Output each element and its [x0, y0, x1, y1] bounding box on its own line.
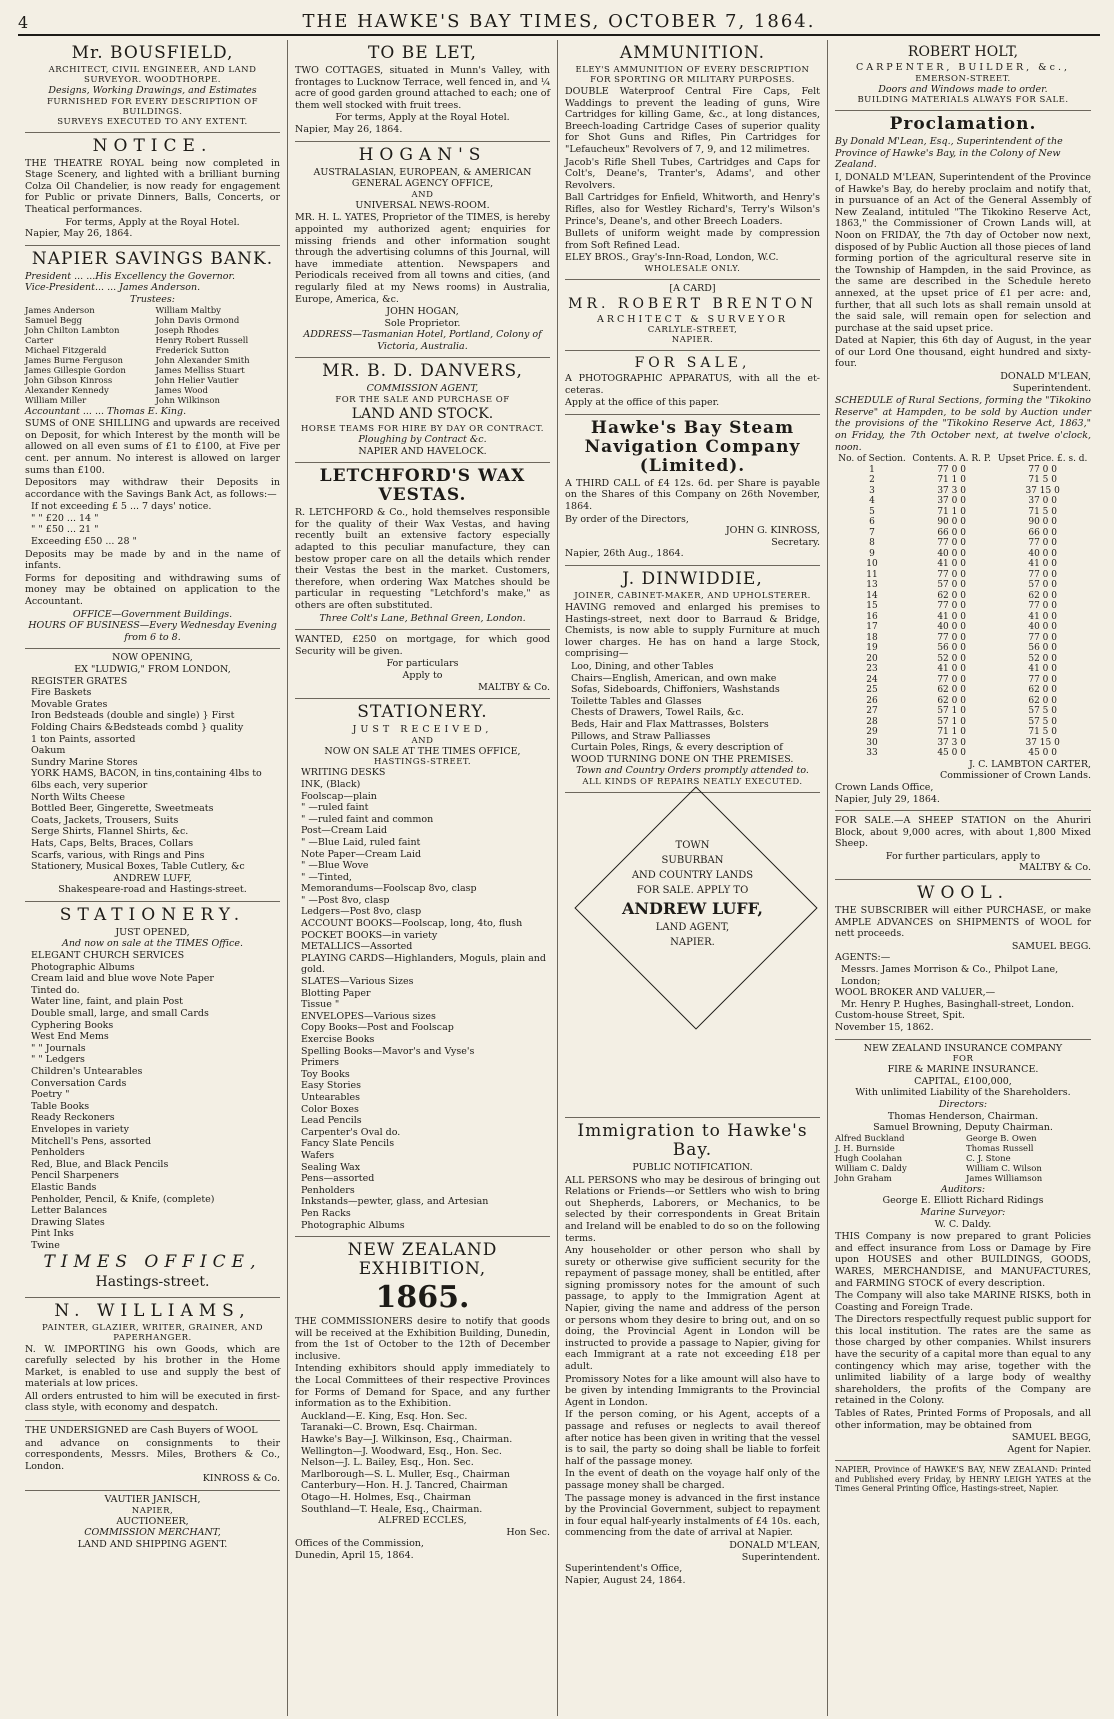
schedule-cell: 62 0 0 — [937, 695, 966, 706]
schedule-cell: 40 0 0 — [1028, 622, 1057, 633]
ad-ludwig: NOW OPENING, EX "LUDWIG," FROM LONDON, REGISTER GRATES Fire Baskets Movable Grates Iron Bedsteads (double and single) } First Folding Chairs &Bedsteads combd } quality 1 ton Paints, assorted Oakum Sundry Marine Stores YORK HAMS, BACON, in tins,containing 4lbs to 6lbs each, very superior North Wilts Cheese Bottled Beer, Gingerette, Sweetmeats Coats, Jackets, Trousers, Suits Serge Shirts, Flannel Shirts, &c. Hats, Caps, Belts, Braces, Collars Scarfs, various, with Rings and Pins Stationery, Musical Boxes, Table Cutlery, &c ANDREW LUFF, Shakespeare-road and Hastings-street. — [25, 649, 280, 901]
schedule-cell: 77 0 0 — [1028, 674, 1057, 685]
schedule-cell: 33 — [866, 748, 878, 759]
schedule-cell: 57 1 0 — [937, 706, 966, 717]
schedule-cell: 7 — [869, 527, 875, 538]
ad-brenton: [A CARD] MR. ROBERT BRENTON ARCHITECT & SURVEYOR CARLYLE-STREET, NAPIER. — [565, 280, 820, 351]
schedule-cell: 90 0 0 — [937, 517, 966, 528]
schedule-cell: 37 3 0 — [937, 485, 966, 496]
schedule-cell: 20 — [866, 653, 878, 664]
schedule-cell: 57 1 0 — [937, 716, 966, 727]
schedule-cell: 10 — [866, 559, 878, 570]
ad-wanted: WANTED, £250 on mortgage, for which good Security will be given. For particulars Apply to MALTBY & Co. — [295, 630, 550, 699]
schedule-cell: 62 0 0 — [1028, 695, 1057, 706]
schedule-cell: 57 0 0 — [937, 580, 966, 591]
ad-exhibition: NEW ZEALAND EXHIBITION, 1865. THE COMMISSIONERS desire to notify that goods will be received at the Exhibition Building, Dunedin, from the 1st of October to the 12th of December inclusive. Intending exhibitors should apply immediately to the Local Committees of their respective Provinces for Forms of Demand for Space, and any further information as to the Exhibition. Auckland—E. King, Esq. Hon. Sec. Taranaki—C. Brown, Esq. Chairman. Hawke's Bay—J. Wilkinson, Esq., Chairman. Wellington—J. Woodward, Esq., Hon. Sec. Nelson—J. L. Bailey, Esq., Hon. Sec. Marlborough—S. L. Muller, Esq., Chairman Canterbury—Hon. H. J. Tancred, Chairman Otago—H. Holmes, Esq., Chairman Southland—T. Heale, Esq., Chairman. ALFRED ECCLES, Hon Sec. Offices of the Commission, Dunedin, April 15, 1864. — [295, 1240, 550, 1561]
schedule-row — [835, 486, 1091, 497]
column-4 — [828, 40, 1098, 1716]
schedule-row — [835, 633, 1091, 644]
schedule-cell: 41 0 0 — [1028, 559, 1057, 570]
schedule-cell: 52 0 0 — [937, 653, 966, 664]
ad-stationery-received: STATIONERY. JUST RECEIVED, AND NOW ON SALE AT THE TIMES OFFICE, HASTINGS-STREET. WRITING DESKS INK, (Black) Foolscap—plain " —ruled faint " —ruled faint and common Post—Cream Laid " —Blue Laid, ruled faint Note Paper—Cream Laid " —Blue Wove " —Tinted, Memorandums—Foolscap 8vo, clasp " —Post 8vo, clasp Ledgers—Post 8vo, clasp ACCOUNT BOOKS—Foolscap, long, 4to, flush POCKET BOOKS—in variety METALLICS—Assorted PLAYING CARDS—Highlanders, Moguls, plain and gold. SLATES—Various Sizes Blotting Paper Tissue " ENVELOPES—Various sizes Copy Books—Post and Foolscap Exercise Books Spelling Books—Mavor's and Vyse's Primers Toy Books Easy Stories Untearables Color Boxes Lead Pencils Carpenter's Oval do. Fancy Slate Pencils Wafers Sealing Wax Pens—assorted Penholders Inkstands—pewter, glass, and Artesian Pen Racks Photographic Albums — [295, 699, 550, 1237]
schedule-row — [835, 507, 1091, 518]
ad-notice-theatre: NOTICE. THE THEATRE ROYAL being now completed in Stage Scenery, and lighted with a brilliant burning Colza Oil Chandelier, is now ready for engagement for Public or private Dinners, Balls, Concerts, or Theatical performances. For terms, Apply at the Royal Hotel. Napier, May 26, 1864. — [25, 133, 280, 246]
column-2 — [288, 40, 558, 1716]
ad-holt: ROBERT HOLT, CARPENTER, BUILDER, &c., EMERSON-STREET. Doors and Windows made to order. BUILDING MATERIALS ALWAYS FOR SALE. — [835, 40, 1091, 111]
schedule-row — [835, 622, 1091, 633]
schedule-row — [835, 706, 1091, 717]
schedule-cell: 37 15 0 — [1025, 485, 1060, 496]
column-1 — [18, 40, 288, 1716]
schedule-cell: 41 0 0 — [937, 559, 966, 570]
schedule-cell: 18 — [866, 632, 878, 643]
schedule-cell: 27 — [866, 706, 878, 717]
ad-to-be-let: TO BE LET, TWO COTTAGES, situated in Munn's Valley, with frontages to Lucknow Terrace, well fenced in, and ¼ acre of good garden ground attached to each; one of them well stocked with fruit trees. For terms, Apply at the Royal Hotel. Napier, May 26, 1864. — [295, 40, 550, 142]
page-number: 4 — [18, 13, 29, 32]
schedule-cell: 19 — [866, 643, 878, 654]
ad-danvers: MR. B. D. DANVERS, COMMISSION AGENT, FOR THE SALE AND PURCHASE OF LAND AND STOCK. HORSE TEAMS FOR HIRE BY DAY OR CONTRACT. Ploughing by Contract &c. NAPIER AND HAVELOCK. — [295, 358, 550, 463]
schedule-cell: 77 0 0 — [1028, 632, 1057, 643]
schedule-cell: 9 — [869, 548, 875, 559]
schedule-cell: 30 — [866, 737, 878, 748]
schedule-cell: 56 0 0 — [1028, 643, 1057, 654]
schedule-cell: 71 5 0 — [1028, 727, 1057, 738]
schedule-cell: 13 — [866, 580, 878, 591]
ad-williams: N. WILLIAMS, PAINTER, GLAZIER, WRITER, GRAINER, AND PAPERHANGER. N. W. IMPORTING his own Goods, which are carefully selected by his brother in the Home Market, is enabled to use and supply the best of materials at low prices. All orders entrusted to him will be executed in first-class style, with economy and despatch. — [25, 1298, 280, 1422]
schedule-cell: 71 1 0 — [937, 727, 966, 738]
ad-sheep-station: FOR SALE.—A SHEEP STATION on the Ahuriri Block, about 9,000 acres, with about 1,800 Mixed Sheep. For further particulars, apply to MALTBY & Co. — [835, 811, 1091, 880]
newspaper-title: THE HAWKE'S BAY TIMES, OCTOBER 7, 1864. — [302, 11, 816, 32]
schedule-cell: 45 0 0 — [937, 748, 966, 759]
schedule-cell: 6 — [869, 517, 875, 528]
ad-bousfield: Mr. BOUSFIELD, ARCHITECT, CIVIL ENGINEER, AND LAND SURVEYOR. WOODTHORPE. Designs, Working Drawings, and Estimates FURNISHED FOR EVERY DESCRIPTION OF BUILDINGS. SURVEYS EXECUTED TO ANY EXTENT. — [25, 40, 280, 133]
schedule-cell: 77 0 0 — [937, 464, 966, 475]
schedule-cell: 71 5 0 — [1028, 506, 1057, 517]
schedule-cell: 66 0 0 — [937, 527, 966, 538]
ad-dinwiddie: J. DINWIDDIE, JOINER, CABINET-MAKER, AND UPHOLSTERER. HAVING removed and enlarged his premises to Hastings-street, next door to Barraud & Bridge, Chemists, is now able to supply Furniture at much lower charges. He has on hand a large Stock, comprising— Loo, Dining, and other Tables Chairs—English, American, and own make Sofas, Sideboards, Chiffoniers, Washstands Toilette Tables and Glasses Chests of Drawers, Towel Rails, &c. Beds, Hair and Flax Mattrasses, Bolsters Pillows, and Straw Palliasses Curtain Poles, Rings, & every description of WOOD TURNING DONE ON THE PREMISES. Town and Country Orders promptly attended to. ALL KINDS OF REPAIRS NEATLY EXECUTED. — [565, 566, 820, 793]
schedule-cell: 71 1 0 — [937, 475, 966, 486]
column-3 — [558, 40, 828, 1716]
schedule-cell: 40 0 0 — [1028, 548, 1057, 559]
schedule-cell: 26 — [866, 695, 878, 706]
schedule-cell: 25 — [866, 685, 878, 696]
schedule-cell: 45 0 0 — [1028, 748, 1057, 759]
ad-luff-land-diamond: TOWN SUBURBAN AND COUNTRY LANDS FOR SALE. APPLY TO ANDREW LUFF, LAND AGENT, NAPIER. — [565, 793, 820, 1118]
schedule-table: No. of Section. Contents. A. R. P. Upset Price. £. s. d. 1 77 0 0 77 0 0 2 71 1 0 71 5 0 3 37 3 0 37 15 0 4 37 0 0 37 0 0 5 71 1 0 71 5 0 6 90 0 0 90 0 0 7 66 0 0 66 0 0 8 77 0 0 77 0 0 9 40 0 0 40 0 0 10 41 0 0 41 0 0 11 77 0 0 77 0 0 13 57 0 0 57 0 0 14 62 0 0 62 0 0 15 77 0 0 77 0 0 16 41 0 0 41 0 0 17 40 0 0 40 0 0 18 77 0 0 77 0 0 19 56 0 0 56 0 0 20 52 0 0 52 0 0 23 41 0 0 41 0 0 24 77 0 0 77 0 0 25 62 0 0 62 0 0 26 62 0 0 62 0 0 27 57 1 0 57 5 0 28 57 1 0 57 5 0 29 71 1 0 71 5 0 30 37 3 0 37 15 0 33 45 0 0 45 0 0 — [835, 454, 1091, 759]
schedule-cell: 41 0 0 — [937, 664, 966, 675]
schedule-row — [835, 538, 1091, 549]
schedule-row — [835, 559, 1091, 570]
schedule-row — [835, 675, 1091, 686]
schedule-cell: 29 — [866, 727, 878, 738]
schedule-cell: 62 0 0 — [937, 590, 966, 601]
schedule-row — [835, 570, 1091, 581]
schedule-row — [835, 601, 1091, 612]
schedule-cell: 57 5 0 — [1028, 716, 1057, 727]
ad-wool: WOOL. THE SUBSCRIBER will either PURCHASE, or make AMPLE ADVANCES on SHIPMENTS of WOOL for nett proceeds. SAMUEL BEGG. AGENTS:— Messrs. James Morrison & Co., Philpot Lane, London; WOOL BROKER AND VALUER,— Mr. Henry P. Hughes, Basinghall-street, London. Custom-house Street, Spit. November 15, 1862. — [835, 880, 1091, 1040]
schedule-row — [835, 748, 1091, 759]
schedule-cell: 77 0 0 — [937, 569, 966, 580]
schedule-cell: 37 3 0 — [937, 737, 966, 748]
schedule-cell: 66 0 0 — [1028, 527, 1057, 538]
schedule-row — [835, 475, 1091, 486]
ad-ammunition: AMMUNITION. ELEY'S AMMUNITION OF EVERY DESCRIPTION FOR SPORTING OR MILITARY PURPOSES. DOUBLE Waterproof Central Fire Caps, Felt Waddings to prevent the leading of guns, Wire Cartridges for killing Game, &c., at long distances, Breech-loading Cartridge Cases of superior quality for Shot Guns and Rifles, Pin Cartridges for "Lefaucheux" Revolvers of 7, 9, and 12 milimetres. Jacob's Rifle Shell Tubes, Cartridges and Caps for Colt's, Deane's, Tranter's, Adams', and other Revolvers. Ball Cartridges for Enfield, Whitworth, and Henry's Rifles, also for Westley Richard's, Terry's Wilson's Prince's, Deane's, and other Breech Loaders. Bullets of uniform weight made by compression from Soft Refined Lead. ELEY BROS., Gray's-Inn-Road, London, W.C. WHOLESALE ONLY. — [565, 40, 820, 280]
schedule-cell: 57 5 0 — [1028, 706, 1057, 717]
schedule-row — [835, 612, 1091, 623]
schedule-cell: 3 — [869, 485, 875, 496]
ad-immigration: Immigration to Hawke's Bay. PUBLIC NOTIFICATION. ALL PERSONS who may be desirous of bringing out Relations or Friends—or Settlers who wish to bring out Shepherds, Laborers, or Mechanics, to be selected by their correspondents in Great Britain and Ireland will be enabled to do so on the following terms. Any householder or other person who shall by surety or otherwise give sufficient security for the repayment of passage money, shall be entitled, after signing promissory notes for the amount of such passage, to apply to the Immigration Agent at Napier, giving the name and address of the person or persons whom they desire to bring out, and on so doing, the Provincial Agent in London will be instructed to provide a passage to Napier, giving for each Immigrant at a rate not exceeding £18 per adult. Promissory Notes for a like amount will also have to be given by intending Immigrants to the Provincial Agent in London. If the person coming, or his Agent, accepts of a passage and refuses or neglects to avail thereof after notice has been given in writing that the vessel is to sail, the party so doing shall be liable to forfeit half of the passage money. In the event of death on the voyage half only of the passage money shall be charged. The passage money is advanced in the first instance by the Provincial Government, subject to repayment in four equal half-yearly instalments of £4 10s. each, commencing from the date of arrival at Napier. DONALD M'LEAN, Superintendent. Superintendent's Office, Napier, August 24, 1864. — [565, 1120, 820, 1586]
schedule-cell: 11 — [866, 569, 878, 580]
schedule-cell: 77 0 0 — [937, 538, 966, 549]
schedule-row — [835, 664, 1091, 675]
schedule-cell: 5 — [869, 506, 875, 517]
ad-photographic-sale: FOR SALE, A PHOTOGRAPHIC APPARATUS, with all the et-ceteras. Apply at the office of this paper. — [565, 351, 820, 415]
schedule-cell: 77 0 0 — [937, 632, 966, 643]
schedule-cell: 77 0 0 — [1028, 464, 1057, 475]
schedule-cell: 62 0 0 — [1028, 590, 1057, 601]
schedule-row — [835, 580, 1091, 591]
ad-wool-buyers: THE UNDERSIGNED are Cash Buyers of WOOL and advance on consignments to their correspondents, Messrs. Miles, Brothers & Co., London. KINROSS & Co. — [25, 1421, 280, 1491]
schedule-cell: 41 0 0 — [1028, 664, 1057, 675]
schedule-cell: 23 — [866, 664, 878, 675]
schedule-cell: 24 — [866, 674, 878, 685]
masthead — [18, 6, 1100, 36]
schedule-row — [835, 528, 1091, 539]
schedule-row — [835, 654, 1091, 665]
ad-proclamation: Proclamation. By Donald M'Lean, Esq., Superintendent of the Province of Hawke's Bay, in the Colony of New Zealand. I, DONALD M'LEAN, Superintendent of the Province of Hawke's Bay, do hereby proclaim and notify that, in pursuance of an Act of the General Assembly of New Zealand, intituled "The Tikokino Reserve Act, 1863," the Commissioner of Crown Lands will, at Noon on FRIDAY, the 7th day of October now next, disposed of by Public Auction all those pieces of land forming portion of the agricultural reserve site in the Township of Hampden, in the said Province, as the same are described in the Schedule hereto annexed, at the upset price of £1 per acre: and, further, that all such lots as shall remain unsold at the said sale, will remain open for selection and purchase at the said upset price. Dated at Napier, this 6th day of August, in the year of our Lord One thousand, eight hundred and sixty-four. DONALD M'LEAN, Superintendent. SCHEDULE of Rural Sections, forming the "Tikokino Reserve" at Hampden, to be sold by Auction under the provisions of the "Tikokino Reserve Act, 1863," on Friday, the 7th October next, at twelve o'clock, noon. No. of Section. Contents. A. R. P. Upset Price. £. s. d. 1 77 0 0 77 0 0 2 71 1 0 71 5 0 3 37 3 0 37 15 0 4 37 0 0 37 0 0 5 71 1 0 71 5 0 6 90 0 0 90 0 0 7 66 0 0 66 0 0 8 77 0 0 77 0 0 9 40 0 0 40 0 0 10 41 0 0 41 0 0 11 77 0 0 77 0 0 13 57 0 0 57 0 0 14 62 0 0 62 0 0 15 77 0 0 77 0 0 16 41 0 0 41 0 0 17 40 0 0 40 0 0 18 77 0 0 77 0 0 19 56 0 0 56 0 0 20 52 0 0 52 0 0 23 41 0 0 41 0 0 24 77 0 0 77 0 0 25 62 0 0 62 0 0 26 62 0 0 62 0 0 27 57 1 0 57 5 0 28 57 1 0 57 5 0 29 71 1 0 71 5 0 30 37 3 0 37 15 0 33 45 0 0 45 0 0 J. C. LAMBTON CARTER, Commissioner of Crown Lands. Crown Lands Office, Napier, July 29, 1864. — [835, 111, 1091, 811]
schedule-cell: 40 0 0 — [937, 548, 966, 559]
ad-hogan: HOGAN'S AUSTRALASIAN, EUROPEAN, & AMERICAN GENERAL AGENCY OFFICE, AND UNIVERSAL NEWS-ROOM. MR. H. L. YATES, Proprietor of the TIMES, is hereby appointed my authorized agent; enquiries for missing friends and other information sought through the advertising columns of this Journal, will have immediate attention. Newspapers and Periodicals received from all towns and cities, (and regularly filed at my News rooms) in Australia, Europe, America, &c. JOHN HOGAN, Sole Proprietor. ADDRESS—Tasmanian Hotel, Portland, Colony of Victoria, Australia. — [295, 142, 550, 359]
schedule-row — [835, 591, 1091, 602]
schedule-cell: 8 — [869, 538, 875, 549]
schedule-cell: 14 — [866, 590, 878, 601]
schedule-cell: 40 0 0 — [937, 622, 966, 633]
columns — [18, 40, 1100, 1716]
schedule-cell: 62 0 0 — [937, 685, 966, 696]
imprint: NAPIER, Province of HAWKE'S BAY, NEW ZEALAND: Printed and Published every Friday, by HENRY LEIGH YATES at the Times General Printing Office, Hastings-street, Napier. — [835, 1465, 1091, 1494]
ad-steam-navigation: Hawke's Bay Steam Navigation Company (Limited). A THIRD CALL of £4 12s. 6d. per Share is payable on the Shares of this Company on 26th November, 1864. By order of the Directors, JOHN G. KINROSS, Secretary. Napier, 26th Aug., 1864. — [565, 415, 820, 566]
ad-stationery-times: STATIONERY. JUST OPENED, And now on sale at the TIMES Office. ELEGANT CHURCH SERVICES Photographic Albums Cream laid and blue wove Note Paper Tinted do. Water line, faint, and plain Post Double small, large, and small Cards Cyphering Books West End Mems " " Journals " " Ledgers Children's Untearables Conversation Cards Poetry " Table Books Ready Reckoners Envelopes in variety Mitchell's Pens, assorted Penholders Red, Blue, and Black Pencils Pencil Sharpeners Elastic Bands Penholder, Pencil, & Knife, (complete) Letter Balances Drawing Slates Pint Inks Twine TIMES OFFICE, Hastings-street. — [25, 902, 280, 1298]
schedule-row — [835, 465, 1091, 476]
ad-savings-bank: NAPIER SAVINGS BANK. President ... ...His Excellency the Governor. Vice-President... ... James Anderson. Trustees: James Anderson Samuel Begg John Chilton Lambton Carter Michael Fitzgerald James Burne Ferguson James Gillespie Gordon John Gibson Kinross Alexander Kennedy William Miller William Maltby John Davis Ormond Joseph Rhodes Henry Robert Russell Frederick Sutton John Alexander Smith James Melliss Stuart John Helier Vautier James Wood John Wilkinson Accountant ... ... Thomas E. King. SUMS of ONE SHILLING and upwards are received on Deposit, for which Interest by the month will be allowed on all even sums of £1 to £100, at Five per cent. per annum. No interest is allowed on larger sums than £100. Depositors may withdraw their Deposits in accordance with the Savings Bank Act, as follows:— If not exceeding £ 5 ... 7 days' notice. " " £20 ... 14 " " " £50 ... 21 " Exceeding £50 ... 28 " Deposits may be made by and in the name of infants. Forms for depositing and withdrawing sums of money may be obtained on application to the Accountant. OFFICE—Government Buildings. HOURS OF BUSINESS—Every Wednesday Evening from 6 to 8. — [25, 246, 280, 650]
schedule-cell: 37 0 0 — [937, 496, 966, 507]
schedule-row — [835, 496, 1091, 507]
schedule-cell: 1 — [869, 464, 875, 475]
schedule-cell: 62 0 0 — [1028, 685, 1057, 696]
schedule-cell: 90 0 0 — [1028, 517, 1057, 528]
schedule-cell: 77 0 0 — [1028, 601, 1057, 612]
schedule-cell: 71 1 0 — [937, 506, 966, 517]
schedule-cell: 41 0 0 — [1028, 611, 1057, 622]
schedule-cell: 41 0 0 — [937, 611, 966, 622]
schedule-cell: 52 0 0 — [1028, 653, 1057, 664]
schedule-cell: 77 0 0 — [1028, 569, 1057, 580]
schedule-cell: 2 — [869, 475, 875, 486]
schedule-row — [835, 717, 1091, 728]
schedule-row — [835, 643, 1091, 654]
schedule-cell: 57 0 0 — [1028, 580, 1057, 591]
schedule-cell: 37 15 0 — [1025, 737, 1060, 748]
schedule-row — [835, 696, 1091, 707]
schedule-row — [835, 738, 1091, 749]
schedule-cell: 28 — [866, 716, 878, 727]
schedule-cell: 77 0 0 — [937, 674, 966, 685]
schedule-cell: 15 — [866, 601, 878, 612]
schedule-cell: 37 0 0 — [1028, 496, 1057, 507]
schedule-row — [835, 549, 1091, 560]
schedule-row — [835, 727, 1091, 738]
schedule-cell: 17 — [866, 622, 878, 633]
schedule-cell: 4 — [869, 496, 875, 507]
ad-janisch: VAUTIER JANISCH, NAPIER, AUCTIONEER, COMMISSION MERCHANT, LAND AND SHIPPING AGENT. — [77, 1494, 228, 1550]
schedule-cell: 16 — [866, 611, 878, 622]
ad-letchford: LETCHFORD'S WAX VESTAS. R. LETCHFORD & Co., hold themselves responsible for the quality of their Wax Vestas, and having recently built an extensive factory especially adapted to this peculiar manufacture, they can bestow proper care on all the details which render their Vestas the best in the market. Customers, therefore, when ordering Wax Matches should be particular in requesting "Letchford's make," as others are often substituted. Three Colt's Lane, Bethnal Green, London. — [295, 463, 550, 630]
schedule-cell: 56 0 0 — [937, 643, 966, 654]
schedule-row — [835, 685, 1091, 696]
schedule-row — [835, 517, 1091, 528]
trustees-list: James Anderson Samuel Begg John Chilton Lambton Carter Michael Fitzgerald James Burne Ferguson James Gillespie Gordon John Gibson Kinross Alexander Kennedy William Miller William Maltby John Davis Ormond Joseph Rhodes Henry Robert Russell Frederick Sutton John Alexander Smith James Melliss Stuart John Helier Vautier James Wood John Wilkinson — [25, 305, 250, 406]
schedule-cell: 77 0 0 — [937, 601, 966, 612]
ad-insurance: NEW ZEALAND INSURANCE COMPANY FOR FIRE & MARINE INSURANCE. CAPITAL, £100,000, With unlimited Liability of the Shareholders. Directors: Thomas Henderson, Chairman. Samuel Browning, Deputy Chairman. Alfred Buckland J. H. Burnside Hugh Coolahan William C. Daldy John Graham George B. Owen Thomas Russell C. J. Stone William C. Wilson James Williamson Auditors: George E. Elliott Richard Ridings Marine Surveyor: W. C. Daldy. THIS Company is now prepared to grant Policies and effect insurance from Loss or Damage by Fire upon HOUSES and other BUILDINGS, GOODS, WARES, MERCHANDISE, and MANUFACTURES, and FARMING STOCK of every description. The Company will also take MARINE RISKS, both in Coasting and Foreign Trade. The Directors respectfully request public support for this local institution. The rates are the same as those charged by other companies. Whilst insurers have the security of a capital more than equal to any contingency which may arise, together with the unlimited liability of a large body of wealthy shareholders, the profits of the Company are retained in the Colony. Tables of Rates, Printed Forms of Proposals, and all other information, may be obtained from SAMUEL BEGG, Agent for Napier. — [835, 1040, 1091, 1462]
schedule-cell: 77 0 0 — [1028, 538, 1057, 549]
schedule-cell: 71 5 0 — [1028, 475, 1057, 486]
